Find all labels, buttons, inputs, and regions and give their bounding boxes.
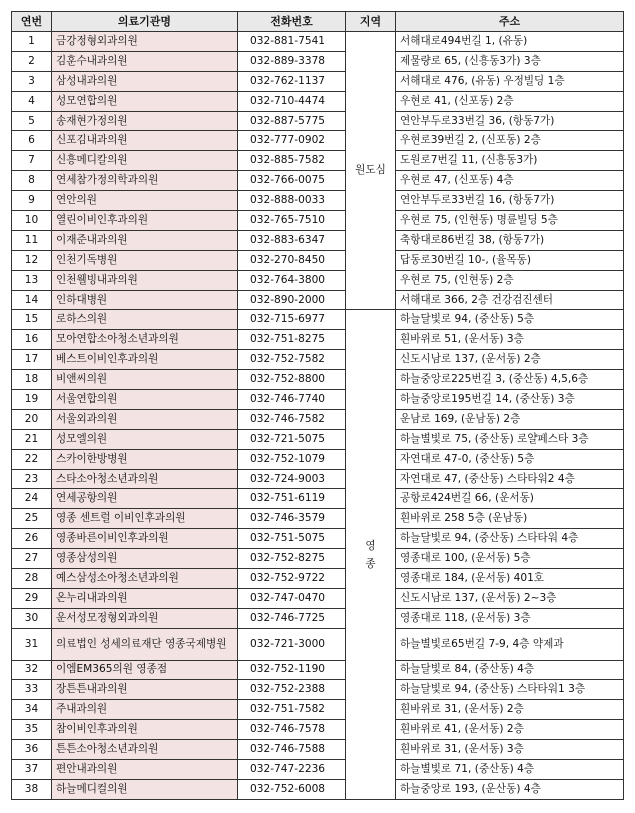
- row-number: 38: [12, 779, 52, 799]
- phone-number: 032-746-7740: [238, 390, 346, 410]
- table-row: [12, 32, 624, 52]
- phone-number: 032-747-2236: [238, 759, 346, 779]
- clinic-name: 금강정형외과의원: [52, 32, 238, 52]
- clinic-name: 인천기독병원: [52, 250, 238, 270]
- phone-number: 032-883-6347: [238, 230, 346, 250]
- phone-number: 032-752-8275: [238, 549, 346, 569]
- clinic-name: 열린이비인후과의원: [52, 211, 238, 231]
- table-row: [12, 51, 624, 71]
- phone-number: 032-715-6977: [238, 310, 346, 330]
- row-number: 24: [12, 489, 52, 509]
- phone-number: 032-887-5775: [238, 111, 346, 131]
- row-number: 34: [12, 700, 52, 720]
- address: 도원로7번길 11, (신흥동3가): [396, 151, 624, 171]
- table-row: [12, 588, 624, 608]
- row-number: 21: [12, 429, 52, 449]
- address: 하늘중앙로 193, (운산동) 4층: [396, 779, 624, 799]
- row-number: 14: [12, 290, 52, 310]
- row-number: 26: [12, 529, 52, 549]
- address: 우현로 75, (인현동) 2층: [396, 270, 624, 290]
- table-row: [12, 429, 624, 449]
- table-row: [12, 469, 624, 489]
- table-row: [12, 628, 624, 660]
- row-number: 27: [12, 549, 52, 569]
- clinic-name: 비앤씨의원: [52, 370, 238, 390]
- header-no: 연번: [12, 12, 52, 32]
- row-number: 31: [12, 628, 52, 660]
- phone-number: 032-752-1190: [238, 660, 346, 680]
- clinic-name: 모아연합소아청소년과의원: [52, 330, 238, 350]
- row-number: 4: [12, 91, 52, 111]
- row-number: 30: [12, 608, 52, 628]
- row-number: 36: [12, 740, 52, 760]
- table-row: [12, 191, 624, 211]
- clinic-name: 온누리내과의원: [52, 588, 238, 608]
- phone-number: 032-746-3579: [238, 509, 346, 529]
- table-row: [12, 91, 624, 111]
- address: 우현로39번길 2, (신포동) 2층: [396, 131, 624, 151]
- clinic-name: 스타소아청소년과의원: [52, 469, 238, 489]
- row-number: 16: [12, 330, 52, 350]
- row-number: 8: [12, 171, 52, 191]
- phone-number: 032-746-7725: [238, 608, 346, 628]
- phone-number: 032-752-2388: [238, 680, 346, 700]
- table-row: [12, 529, 624, 549]
- clinic-name: 스카이한방병원: [52, 449, 238, 469]
- clinic-name: 송재현가정의원: [52, 111, 238, 131]
- table-row: [12, 71, 624, 91]
- row-number: 29: [12, 588, 52, 608]
- row-number: 22: [12, 449, 52, 469]
- phone-number: 032-746-7588: [238, 740, 346, 760]
- clinic-name: 연세참가정의학과의원: [52, 171, 238, 191]
- address: 운남로 169, (운남동) 2층: [396, 409, 624, 429]
- phone-number: 032-721-5075: [238, 429, 346, 449]
- address: 자연대로 47-0, (중산동) 5층: [396, 449, 624, 469]
- row-number: 20: [12, 409, 52, 429]
- address: 자연대로 47, (중산동) 스타타워2 4층: [396, 469, 624, 489]
- table-row: [12, 489, 624, 509]
- address: 하늘달빛로 94, (중산동) 스타타워1 3층: [396, 680, 624, 700]
- header-address: 주소: [396, 12, 624, 32]
- address: 연안부두로33번길 36, (항동7가): [396, 111, 624, 131]
- clinic-name: 이엠EM365의원 영종점: [52, 660, 238, 680]
- phone-number: 032-752-6008: [238, 779, 346, 799]
- table-row: [12, 310, 624, 330]
- address: 하늘달빛로 94, (중산동) 5층: [396, 310, 624, 330]
- table-row: [12, 680, 624, 700]
- phone-number: 032-751-7582: [238, 700, 346, 720]
- clinic-name: 참이비인후과의원: [52, 720, 238, 740]
- clinic-name: 서울연합의원: [52, 390, 238, 410]
- phone-number: 032-747-0470: [238, 588, 346, 608]
- header-name: 의료기관명: [52, 12, 238, 32]
- address: 영종대로 100, (운서동) 5층: [396, 549, 624, 569]
- phone-number: 032-752-9722: [238, 569, 346, 589]
- phone-number: 032-890-2000: [238, 290, 346, 310]
- area-yeongjong-label: 영 종: [365, 539, 376, 570]
- row-number: 35: [12, 720, 52, 740]
- row-number: 33: [12, 680, 52, 700]
- area-yeongjong: [346, 310, 396, 799]
- row-number: 5: [12, 111, 52, 131]
- row-number: 2: [12, 51, 52, 71]
- phone-number: 032-710-4474: [238, 91, 346, 111]
- row-number: 9: [12, 191, 52, 211]
- table-row: [12, 370, 624, 390]
- address: 흰바위로 31, (운서동) 3층: [396, 740, 624, 760]
- address: 공항로424번길 66, (운서동): [396, 489, 624, 509]
- clinic-name: 영종 센트럴 이비인후과의원: [52, 509, 238, 529]
- address: 흰바위로 258 5층 (운남동): [396, 509, 624, 529]
- phone-number: 032-889-3378: [238, 51, 346, 71]
- address: 답동로30번길 10-, (율목동): [396, 250, 624, 270]
- row-number: 11: [12, 230, 52, 250]
- table-row: [12, 509, 624, 529]
- table-row: [12, 270, 624, 290]
- clinic-name: 연안의원: [52, 191, 238, 211]
- address: 하늘중앙로195번길 14, (중산동) 3층: [396, 390, 624, 410]
- clinic-name: 하늘메디컬의원: [52, 779, 238, 799]
- address: 흰바위로 41, (운서동) 2층: [396, 720, 624, 740]
- phone-number: 032-721-3000: [238, 628, 346, 660]
- row-number: 32: [12, 660, 52, 680]
- table-row: [12, 660, 624, 680]
- address: 우현로 41, (신포동) 2층: [396, 91, 624, 111]
- table-row: [12, 350, 624, 370]
- table-row: [12, 171, 624, 191]
- phone-number: 032-752-7582: [238, 350, 346, 370]
- address: 연안부두로33번길 16, (항동7가): [396, 191, 624, 211]
- phone-number: 032-765-7510: [238, 211, 346, 231]
- row-number: 13: [12, 270, 52, 290]
- row-number: 37: [12, 759, 52, 779]
- row-number: 25: [12, 509, 52, 529]
- address: 신도시남로 137, (운서동) 2~3층: [396, 588, 624, 608]
- phone-number: 032-752-1079: [238, 449, 346, 469]
- table-row: [12, 409, 624, 429]
- table-row: [12, 211, 624, 231]
- table-row: [12, 151, 624, 171]
- address: 하늘달빛로 94, (중산동) 스타타워 4층: [396, 529, 624, 549]
- address: 하늘별빛로 71, (중산동) 4층: [396, 759, 624, 779]
- address: 흰바위로 31, (운서동) 2층: [396, 700, 624, 720]
- table-row: [12, 720, 624, 740]
- clinic-name: 인천웰빙내과의원: [52, 270, 238, 290]
- clinic-name: 주내과의원: [52, 700, 238, 720]
- phone-number: 032-270-8450: [238, 250, 346, 270]
- phone-number: 032-724-9003: [238, 469, 346, 489]
- table-row: [12, 608, 624, 628]
- phone-number: 032-751-6119: [238, 489, 346, 509]
- clinic-name: 의료법인 성세의료재단 영종국제병원: [52, 628, 238, 660]
- header-area: 지역: [346, 12, 396, 32]
- table-row: [12, 740, 624, 760]
- address: 영종대로 118, (운서동) 3층: [396, 608, 624, 628]
- clinic-name: 영종바른이비인후과의원: [52, 529, 238, 549]
- clinic-name: 베스트이비인후과의원: [52, 350, 238, 370]
- table-row: [12, 700, 624, 720]
- table-row: [12, 549, 624, 569]
- row-number: 23: [12, 469, 52, 489]
- clinic-name: 편안내과의원: [52, 759, 238, 779]
- clinic-name: 인하대병원: [52, 290, 238, 310]
- clinic-name: 운서성모정형외과의원: [52, 608, 238, 628]
- clinic-name: 신흥메디칼의원: [52, 151, 238, 171]
- address: 하늘별빛로 75, (중산동) 로얄페스타 3층: [396, 429, 624, 449]
- clinic-name: 김훈수내과의원: [52, 51, 238, 71]
- phone-number: 032-746-7582: [238, 409, 346, 429]
- phone-number: 032-881-7541: [238, 32, 346, 52]
- clinic-name: 서울외과의원: [52, 409, 238, 429]
- header-tel: 전화번호: [238, 12, 346, 32]
- row-number: 10: [12, 211, 52, 231]
- address: 서해대로494번길 1, (유동): [396, 32, 624, 52]
- clinic-name: 이재준내과의원: [52, 230, 238, 250]
- phone-number: 032-766-0075: [238, 171, 346, 191]
- clinic-name: 장튼튼내과의원: [52, 680, 238, 700]
- table-row: [12, 449, 624, 469]
- address: 우현로 47, (신포동) 4층: [396, 171, 624, 191]
- table-row: [12, 390, 624, 410]
- row-number: 6: [12, 131, 52, 151]
- phone-number: 032-764-3800: [238, 270, 346, 290]
- row-number: 1: [12, 32, 52, 52]
- table-row: [12, 250, 624, 270]
- phone-number: 032-762-1137: [238, 71, 346, 91]
- row-number: 28: [12, 569, 52, 589]
- address: 서해대로 366, 2층 건강검진센터: [396, 290, 624, 310]
- table-row: [12, 111, 624, 131]
- table-body: [12, 32, 624, 800]
- clinic-table: [11, 11, 624, 800]
- clinic-name: 삼성내과의원: [52, 71, 238, 91]
- row-number: 12: [12, 250, 52, 270]
- table-row: [12, 569, 624, 589]
- address: 흰바위로 51, (운서동) 3층: [396, 330, 624, 350]
- address: 축항대로86번길 38, (항동7가): [396, 230, 624, 250]
- clinic-name: 로하스의원: [52, 310, 238, 330]
- row-number: 3: [12, 71, 52, 91]
- phone-number: 032-751-8275: [238, 330, 346, 350]
- table-row: [12, 131, 624, 151]
- address: 하늘달빛로 84, (중산동) 4층: [396, 660, 624, 680]
- address: 제물량로 65, (신흥동3가) 3층: [396, 51, 624, 71]
- clinic-name: 예스삼성소아청소년과의원: [52, 569, 238, 589]
- row-number: 18: [12, 370, 52, 390]
- clinic-name: 연세공항의원: [52, 489, 238, 509]
- table-row: [12, 759, 624, 779]
- clinic-name: 튼튼소아청소년과의원: [52, 740, 238, 760]
- address: 서해대로 476, (유동) 우정빌딩 1층: [396, 71, 624, 91]
- clinic-name: 영종삼성의원: [52, 549, 238, 569]
- row-number: 19: [12, 390, 52, 410]
- table-row: [12, 290, 624, 310]
- table-row: [12, 779, 624, 799]
- phone-number: 032-746-7578: [238, 720, 346, 740]
- row-number: 15: [12, 310, 52, 330]
- clinic-name: 성모연합의원: [52, 91, 238, 111]
- clinic-name: 신포김내과의원: [52, 131, 238, 151]
- header-row: [12, 12, 624, 32]
- table-row: [12, 330, 624, 350]
- address: 하늘별빛로65번길 7-9, 4층 약제과: [396, 628, 624, 660]
- address: 우현로 75, (인현동) 명륜빌딩 5층: [396, 211, 624, 231]
- area-wondosim: 원도심: [346, 32, 396, 310]
- address: 영종대로 184, (운서동) 401호: [396, 569, 624, 589]
- phone-number: 032-885-7582: [238, 151, 346, 171]
- row-number: 17: [12, 350, 52, 370]
- phone-number: 032-888-0033: [238, 191, 346, 211]
- address: 신도시남로 137, (운서동) 2층: [396, 350, 624, 370]
- phone-number: 032-751-5075: [238, 529, 346, 549]
- phone-number: 032-777-0902: [238, 131, 346, 151]
- address: 하늘중앙로225번길 3, (중산동) 4,5,6층: [396, 370, 624, 390]
- table-row: [12, 230, 624, 250]
- row-number: 7: [12, 151, 52, 171]
- phone-number: 032-752-8800: [238, 370, 346, 390]
- clinic-name: 성모엘의원: [52, 429, 238, 449]
